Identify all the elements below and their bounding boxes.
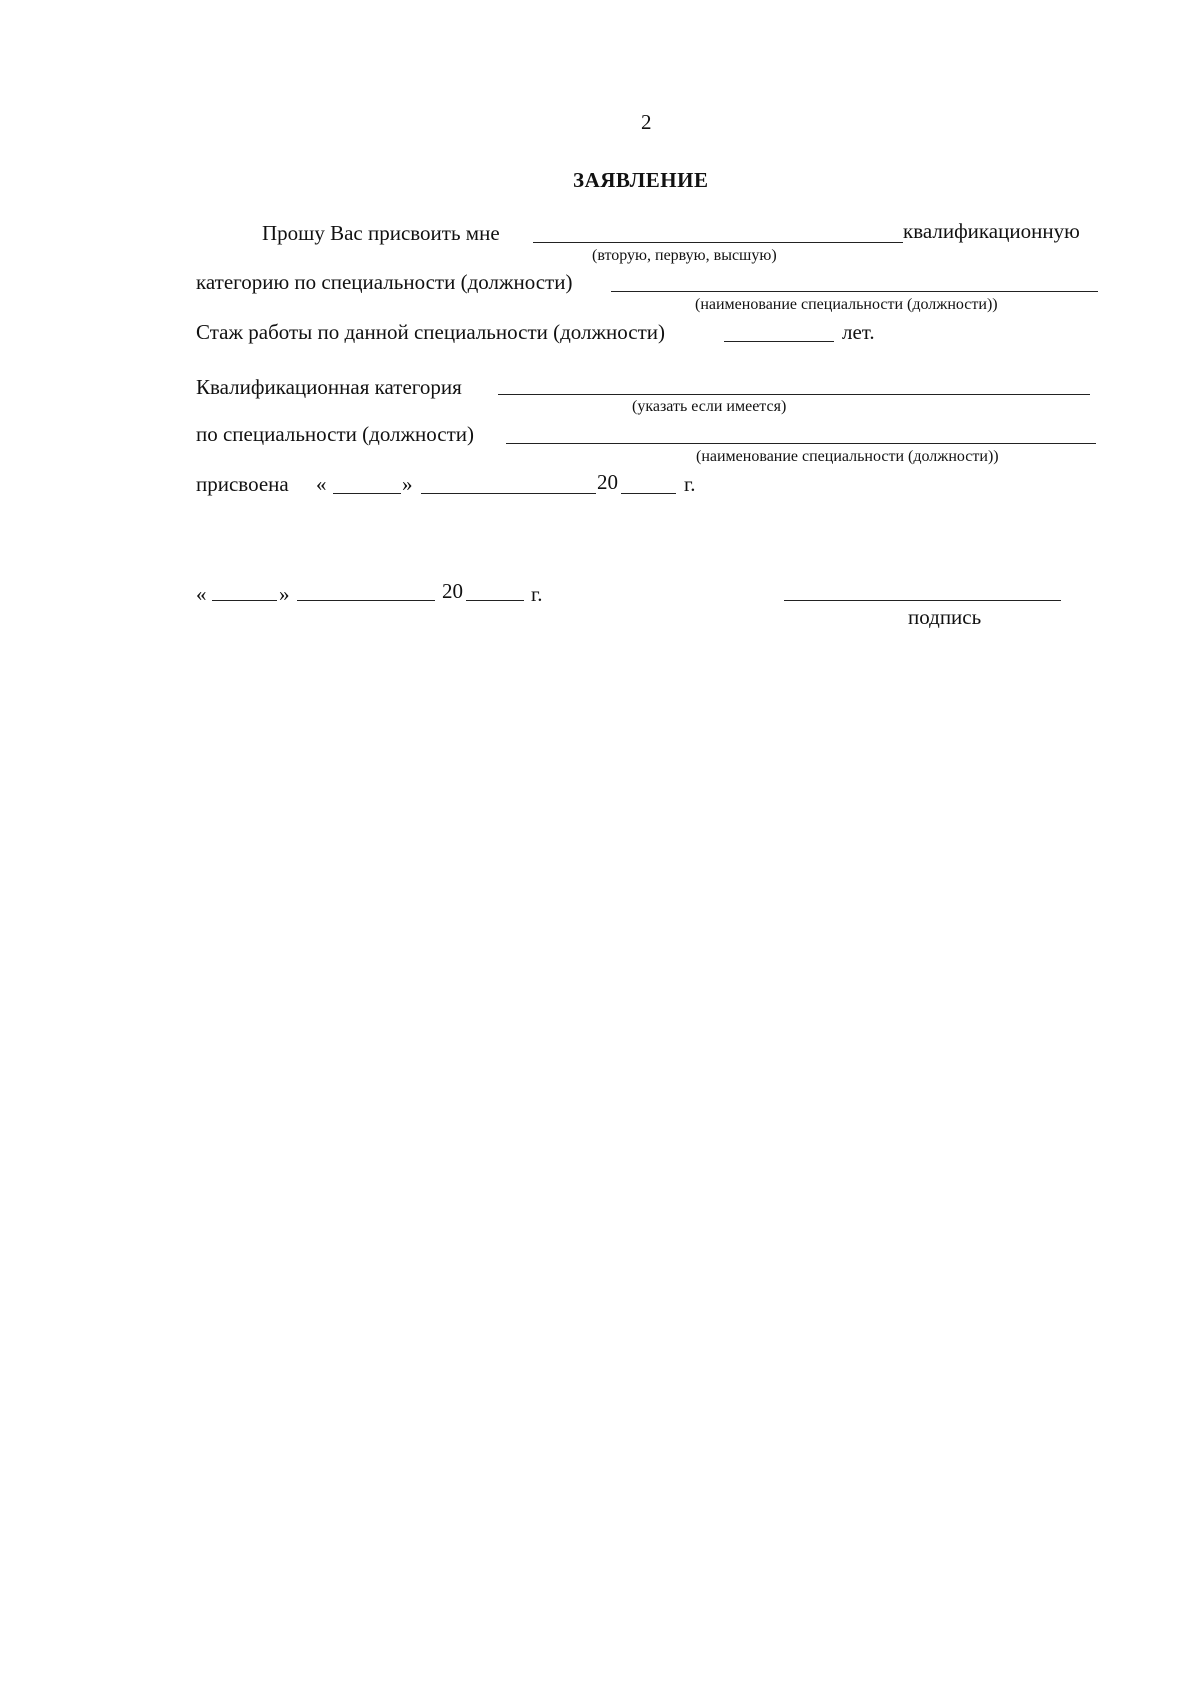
current-category-label: Квалификационная категория [196, 375, 462, 399]
sign-year-input-line[interactable] [466, 600, 524, 601]
category-hint: (вторую, первую, высшую) [592, 247, 777, 264]
assigned-year-prefix: 20 [597, 470, 618, 494]
sign-date-open-quote: « [196, 582, 207, 606]
current-specialty-input-line[interactable] [506, 443, 1096, 444]
experience-input-line[interactable] [724, 341, 834, 342]
sign-year-suffix: г. [531, 582, 543, 606]
sign-day-input-line[interactable] [212, 600, 277, 601]
signature-label: подпись [908, 605, 982, 629]
assigned-month-input-line[interactable] [421, 493, 596, 494]
assigned-year-suffix: г. [684, 472, 696, 496]
signature-input-line[interactable] [784, 600, 1061, 601]
assigned-open-quote: « [316, 472, 327, 496]
sign-month-input-line[interactable] [297, 600, 435, 601]
page-number: 2 [641, 110, 652, 134]
category-input-line[interactable] [533, 242, 903, 243]
current-specialty-label: по специальности (должности) [196, 422, 475, 446]
specialty-hint: (наименование специальности (должности)) [695, 296, 998, 313]
assigned-day-input-line[interactable] [333, 493, 401, 494]
specialty-label: категорию по специальности (должности) [196, 270, 573, 294]
specialty-input-line[interactable] [611, 291, 1098, 292]
current-category-hint: (указать если имеется) [632, 398, 787, 415]
experience-label: Стаж работы по данной специальности (должности) [196, 320, 666, 344]
current-specialty-hint: (наименование специальности (должности)) [696, 448, 999, 465]
assigned-year-input-line[interactable] [621, 493, 676, 494]
experience-unit: лет. [842, 320, 875, 344]
sign-date-close-quote: » [279, 582, 290, 606]
document-title: ЗАЯВЛЕНИЕ [573, 168, 709, 192]
request-trail-text: квалификационную [903, 219, 1080, 243]
request-lead-text: Прошу Вас присвоить мне [262, 221, 500, 245]
assigned-close-quote: » [402, 472, 413, 496]
assigned-label: присвоена [196, 472, 289, 496]
sign-year-prefix: 20 [442, 579, 463, 603]
current-category-input-line[interactable] [498, 394, 1090, 395]
